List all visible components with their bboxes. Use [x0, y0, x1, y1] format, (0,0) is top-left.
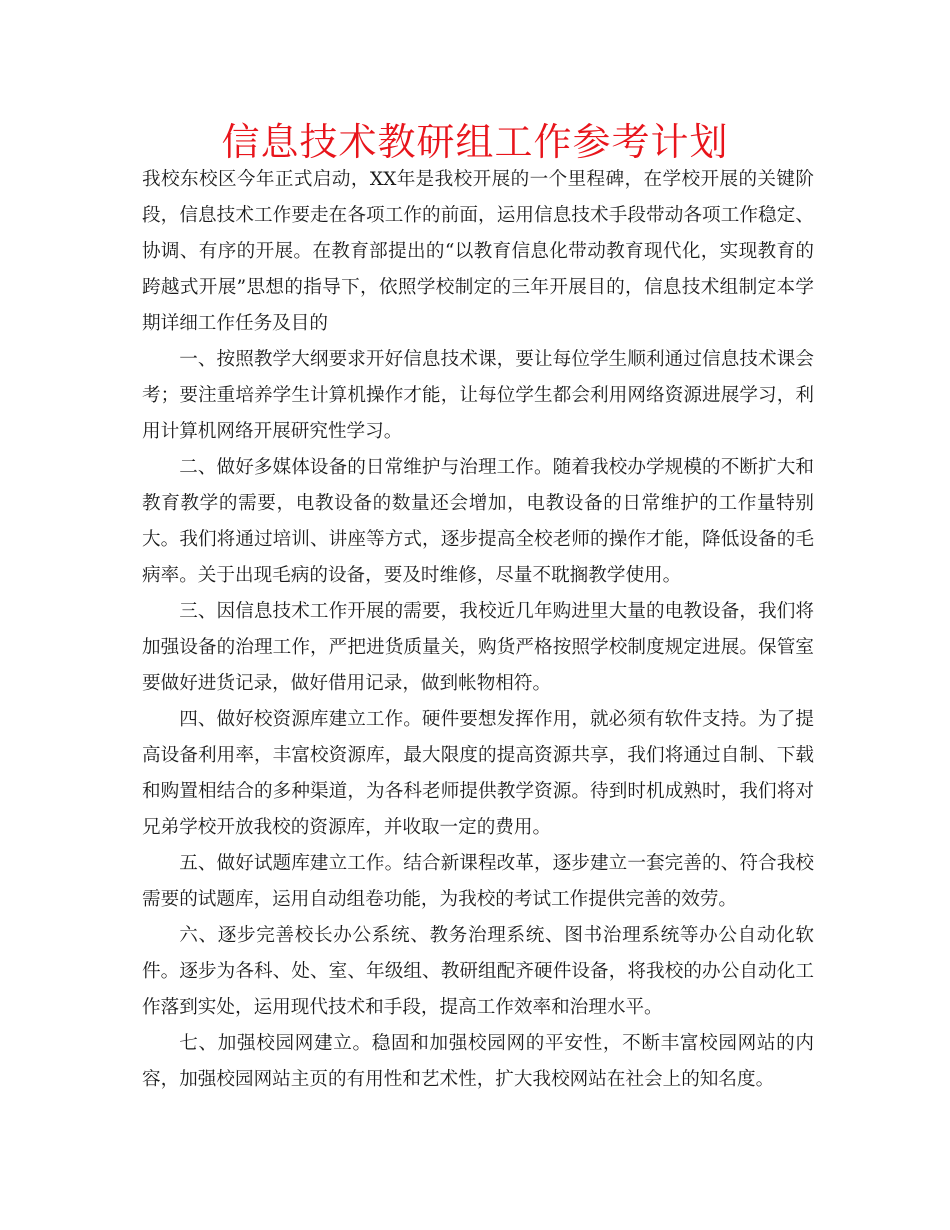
paragraph-item-3: 三、因信息技术工作开展的需要，我校近几年购进里大量的电教设备，我们将加强设备的治理工作，严把进货质量关，购货严格按照学校制度规定进展。保管室要做好进货记录，做好借用记录，做到帐物相符。 — [142, 601, 814, 694]
paragraph-item-2: 二、做好多媒体设备的日常维护与治理工作。随着我校办学规模的不断扩大和教育教学的需要，电教设备的数量还会增加，电教设备的日常维护的工作量特别大。我们将通过培训、讲座等方式，逐步提高全校老师的操作才能，降低设备的毛病率。关于出现毛病的设备，要及时维修，尽量不耽搁教学使用。 — [142, 457, 814, 586]
paragraph-item-4: 四、做好校资源库建立工作。硬件要想发挥作用，就必须有软件支持。为了提高设备利用率，丰富校资源库，最大限度的提高资源共享，我们将通过自制、下载和购置相结合的多种渠道，为各科老师提供教学资源。待到时机成熟时，我们将对兄弟学校开放我校的资源库，并收取一定的费用。 — [142, 709, 814, 838]
intro-paragraph: 我校东校区今年正式启动，XX年是我校开展的一个里程碑，在学校开展的关键阶段，信息技术工作要走在各项工作的前面，运用信息技术手段带动各项工作稳定、协调、有序的开展。在教育部提出的“以教育信息化带动教育现代化，实现教育的跨越式开展”思想的指导下，依照学校制定的三年开展目的，信息技术组制定本学期详细工作任务及目的 — [142, 169, 814, 334]
paragraph-item-5: 五、做好试题库建立工作。结合新课程改革，逐步建立一套完善的、符合我校需要的试题库，运用自动组卷功能，为我校的考试工作提供完善的效劳。 — [142, 853, 814, 910]
paragraph-item-1: 一、按照教学大纲要求开好信息技术课，要让每位学生顺利通过信息技术课会考；要注重培养学生计算机操作才能，让每位学生都会利用网络资源进展学习，利用计算机网络开展研究性学习。 — [142, 349, 814, 442]
paragraph-item-6: 六、逐步完善校长办公系统、教务治理系统、图书治理系统等办公自动化软件。逐步为各科、处、室、年级组、教研组配齐硬件设备，将我校的办公自动化工作落到实处，运用现代技术和手段，提高工作效率和治理水平。 — [142, 925, 814, 1018]
document-title: 信息技术教研组工作参考计划 — [221, 120, 729, 164]
paragraph-item-7: 七、加强校园网建立。稳固和加强校园网的平安性，不断丰富校园网站的内容，加强校园网站主页的有用性和艺术性，扩大我校网站在社会上的知名度。 — [142, 1033, 814, 1090]
document-body — [142, 162, 814, 1098]
